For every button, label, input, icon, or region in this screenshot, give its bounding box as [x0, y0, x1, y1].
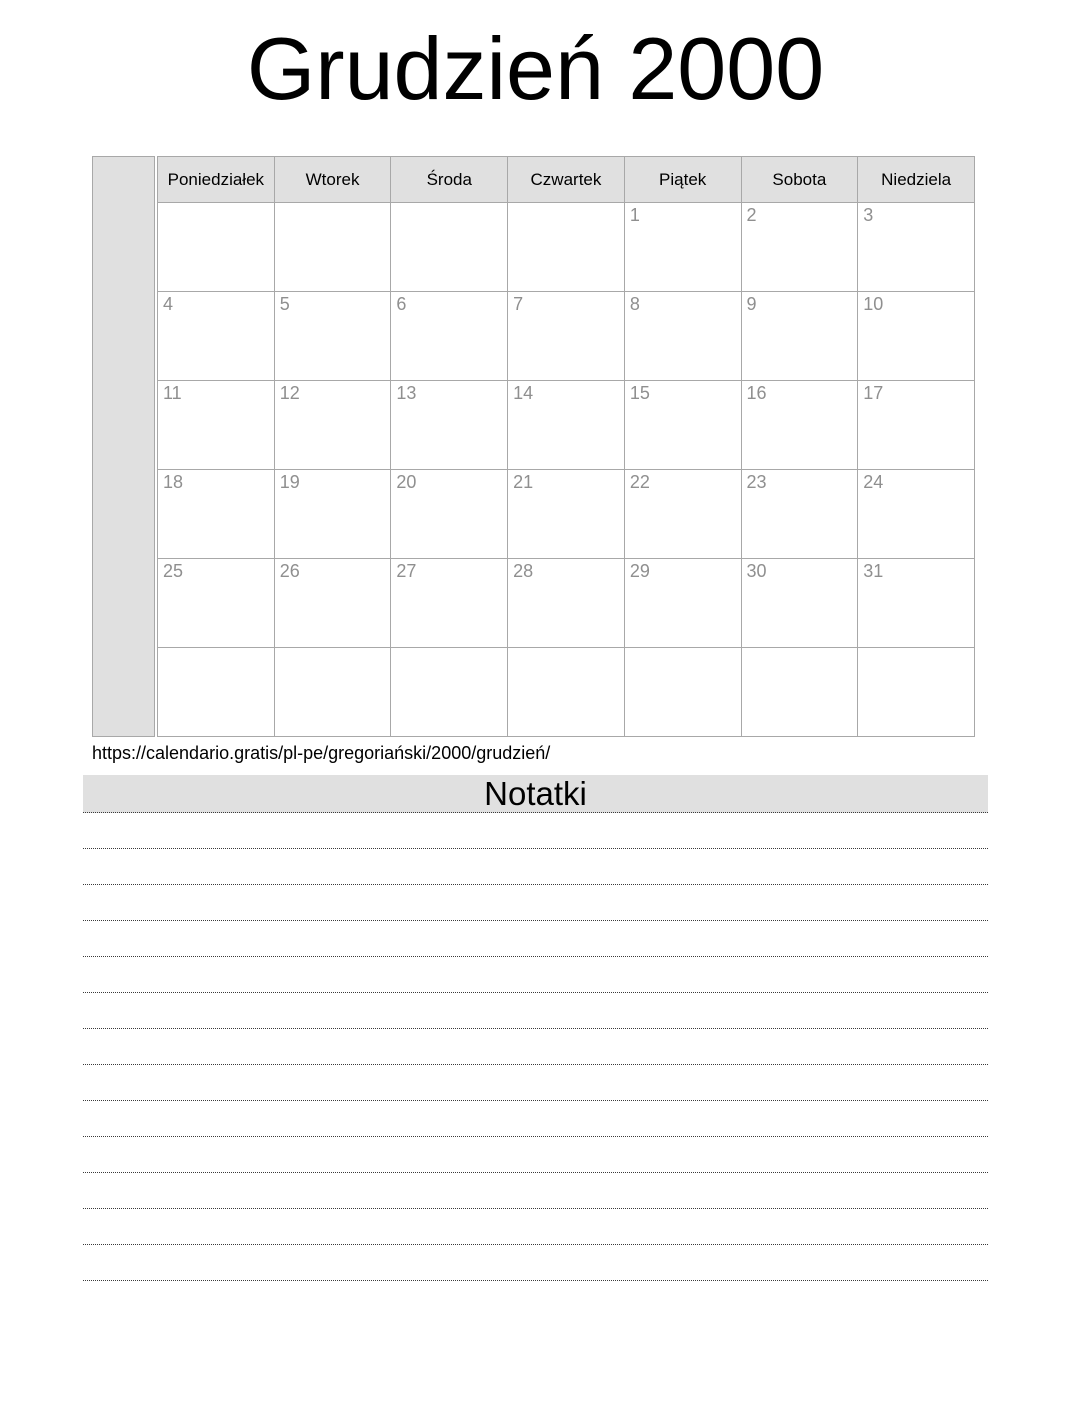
source-url: https://calendario.gratis/pl-pe/gregoriański/2000/grudzień/ [92, 743, 551, 763]
note-line [83, 1029, 988, 1065]
calendar-day-cell: 21 [508, 470, 625, 559]
calendar-day-cell: 19 [274, 470, 391, 559]
calendar-day-cell: 11 [158, 381, 275, 470]
note-line [83, 1173, 988, 1209]
weekday-header-wednesday: Środa [391, 157, 508, 203]
calendar [92, 156, 975, 737]
calendar-week-row [158, 470, 975, 559]
note-line [83, 813, 988, 849]
note-line [83, 1065, 988, 1101]
calendar-day-cell [158, 648, 275, 737]
calendar-day-cell: 12 [274, 381, 391, 470]
note-line [83, 1209, 988, 1245]
calendar-day-cell [858, 648, 975, 737]
calendar-day-cell [274, 648, 391, 737]
note-line [83, 1101, 988, 1137]
calendar-day-cell: 26 [274, 559, 391, 648]
calendar-day-cell: 8 [624, 292, 741, 381]
calendar-page [0, 18, 1071, 1281]
calendar-day-cell [391, 648, 508, 737]
calendar-day-cell: 13 [391, 381, 508, 470]
weekday-header-saturday: Sobota [741, 157, 858, 203]
note-line [83, 957, 988, 993]
weekday-header-monday: Poniedziałek [158, 157, 275, 203]
calendar-day-cell: 7 [508, 292, 625, 381]
calendar-day-cell [624, 648, 741, 737]
calendar-day-cell: 30 [741, 559, 858, 648]
page-title: Grudzień 2000 [246, 19, 825, 118]
note-line [83, 921, 988, 957]
calendar-day-cell: 5 [274, 292, 391, 381]
calendar-day-cell: 27 [391, 559, 508, 648]
calendar-day-cell [508, 203, 625, 292]
note-line [83, 885, 988, 921]
calendar-day-cell: 25 [158, 559, 275, 648]
calendar-day-cell: 18 [158, 470, 275, 559]
calendar-day-cell: 9 [741, 292, 858, 381]
calendar-day-cell: 14 [508, 381, 625, 470]
calendar-table [157, 156, 975, 737]
note-line [83, 1245, 988, 1281]
note-line [83, 849, 988, 885]
calendar-day-cell: 6 [391, 292, 508, 381]
weekday-header-tuesday: Wtorek [274, 157, 391, 203]
calendar-day-cell [158, 203, 275, 292]
weekday-header-friday: Piątek [624, 157, 741, 203]
calendar-day-cell: 28 [508, 559, 625, 648]
calendar-day-cell [274, 203, 391, 292]
calendar-day-cell: 1 [624, 203, 741, 292]
calendar-day-cell: 2 [741, 203, 858, 292]
calendar-week-row [158, 381, 975, 470]
calendar-day-cell: 31 [858, 559, 975, 648]
calendar-week-row [158, 292, 975, 381]
calendar-week-row [158, 559, 975, 648]
calendar-day-cell: 24 [858, 470, 975, 559]
calendar-day-cell [508, 648, 625, 737]
calendar-side-column [92, 156, 155, 737]
calendar-day-cell: 22 [624, 470, 741, 559]
calendar-day-cell [391, 203, 508, 292]
notes-section [83, 775, 988, 1281]
calendar-day-cell: 20 [391, 470, 508, 559]
calendar-day-cell: 3 [858, 203, 975, 292]
note-line [83, 1137, 988, 1173]
calendar-day-cell: 15 [624, 381, 741, 470]
calendar-day-cell: 23 [741, 470, 858, 559]
note-line [83, 993, 988, 1029]
notes-title: Notatki [83, 775, 988, 813]
calendar-day-cell [741, 648, 858, 737]
calendar-day-cell: 16 [741, 381, 858, 470]
calendar-week-row [158, 648, 975, 737]
weekday-header-thursday: Czwartek [508, 157, 625, 203]
calendar-day-cell: 4 [158, 292, 275, 381]
calendar-day-cell: 29 [624, 559, 741, 648]
calendar-week-row [158, 203, 975, 292]
calendar-day-cell: 17 [858, 381, 975, 470]
weekday-header-sunday: Niedziela [858, 157, 975, 203]
weekday-header-row [158, 157, 975, 203]
calendar-day-cell: 10 [858, 292, 975, 381]
